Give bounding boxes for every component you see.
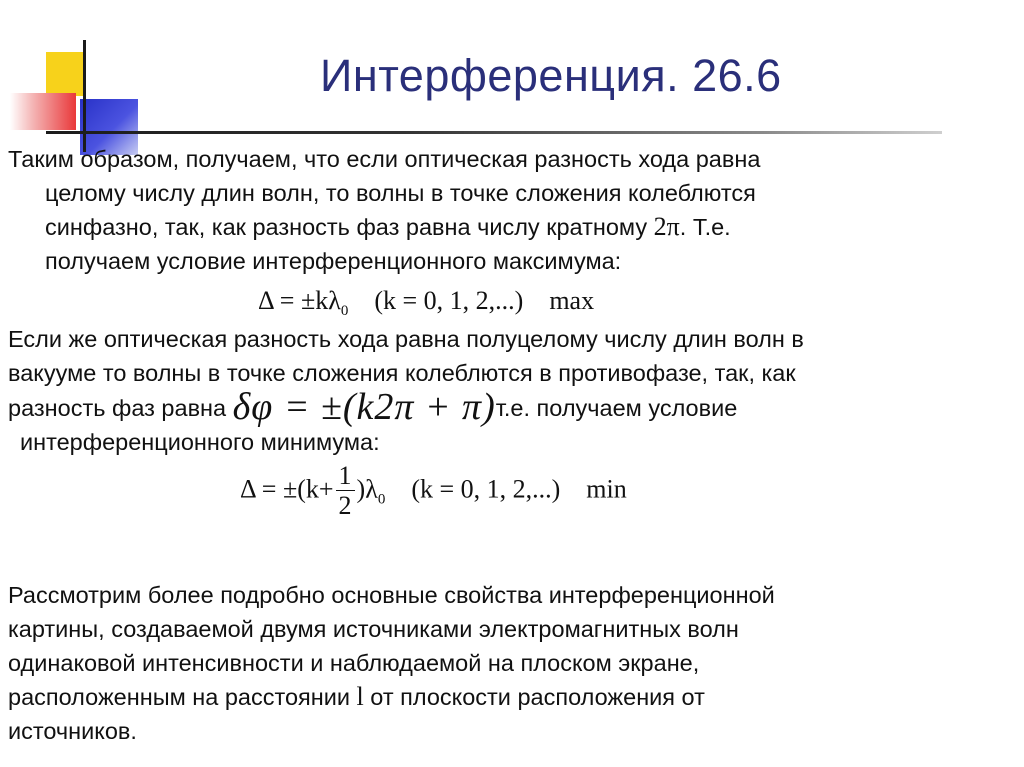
formula-condition: (k = 0, 1, 2,...) — [411, 474, 561, 504]
text-line-part: от плоскости расположения от — [363, 684, 705, 710]
fraction-one-half — [336, 462, 355, 521]
text-line-part: синфазно, так, как разность фаз равна числу кратному — [45, 214, 654, 240]
paragraph-interference-minimum — [8, 322, 804, 459]
text-line: картины, создаваемой двумя источниками электромагнитных волн — [8, 616, 739, 642]
formula-lhs: Δ = ±kλ — [258, 286, 341, 315]
title-underline — [46, 131, 942, 134]
text-line-part: разность фаз равна — [8, 395, 233, 421]
text-line — [8, 386, 804, 428]
text-line: вакууме то волны в точке сложения колеблются в противофазе, так, как — [8, 360, 796, 386]
text-line: Таким образом, получаем, что если оптическая разность хода равна — [8, 146, 761, 172]
text-line-part: расположенным на расстоянии — [8, 684, 357, 710]
fraction-denominator: 2 — [338, 491, 352, 520]
fraction-numerator: 1 — [336, 462, 355, 491]
decor-red-bar — [10, 93, 76, 130]
text-line-part: т.е. получаем условие — [495, 395, 738, 421]
formula-label: max — [549, 286, 595, 315]
text-line: Если же оптическая разность хода равна полуцелому числу длин волн в — [8, 326, 804, 352]
formula-subscript: 0 — [377, 491, 386, 508]
phase-difference-formula: δφ = ±(k2π + π) — [232, 386, 496, 428]
formula-rhs: )λ — [356, 474, 378, 504]
formula-subscript: 0 — [340, 303, 349, 319]
text-line: получаем условие интерференционного максимума: — [45, 248, 622, 274]
text-line — [8, 680, 775, 714]
text-line: источников. — [8, 718, 137, 744]
paragraph-properties — [8, 578, 775, 748]
text-line-part: . Т.е. — [679, 214, 731, 240]
formula-label: min — [586, 474, 627, 504]
paragraph-interference-maximum — [8, 142, 760, 278]
formula-minimum — [240, 462, 627, 521]
text-line: интерференционного минимума: — [20, 429, 380, 455]
text-line: целому числу длин волн, то волны в точке сложения колеблются — [45, 180, 756, 206]
decor-vertical-line — [83, 40, 86, 152]
distance-symbol: l — [356, 682, 364, 711]
formula-lhs: Δ = ±(k+ — [240, 474, 334, 504]
decor-yellow-square — [46, 52, 84, 96]
slide-title: Интерференция. 26.6 — [320, 50, 782, 101]
formula-condition: (k = 0, 1, 2,...) — [374, 286, 524, 315]
text-line — [8, 210, 760, 244]
text-line: одинаковой интенсивности и наблюдаемой на плоском экране, — [8, 650, 700, 676]
text-line: Рассмотрим более подробно основные свойства интерференционной — [8, 582, 775, 608]
formula-maximum — [258, 286, 594, 320]
two-pi-symbol: 2π — [653, 212, 680, 241]
